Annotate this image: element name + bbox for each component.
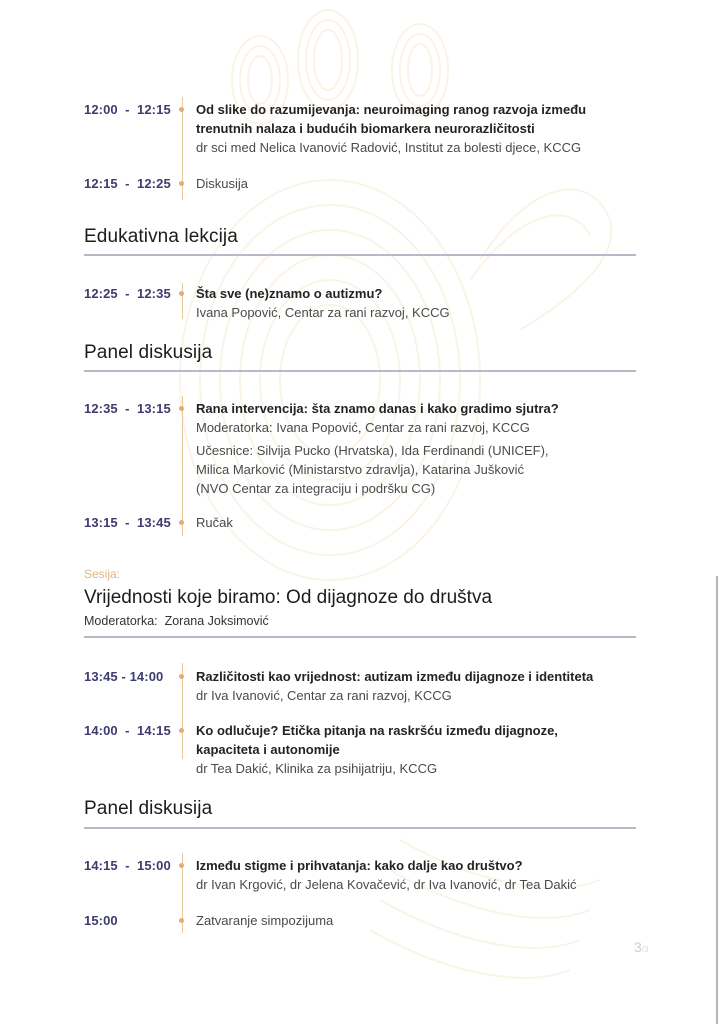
session-title: Vrijednosti koje biramo: Od dijagnoze do društva xyxy=(84,587,493,608)
section-heading: Panel diskusija xyxy=(84,798,213,819)
program-item xyxy=(84,174,636,193)
timeline-dot-icon xyxy=(179,291,184,296)
section-divider xyxy=(84,254,636,256)
timeline-dot-icon xyxy=(179,181,184,186)
item-time: 13:15 - 13:45 xyxy=(84,515,171,530)
item-time: 12:15 - 12:25 xyxy=(84,176,171,191)
item-time: 14:00 - 14:15 xyxy=(84,723,171,738)
item-time: 12:00 - 12:15 xyxy=(84,102,171,117)
timeline-dot-icon xyxy=(179,520,184,525)
item-time: 12:35 - 13:15 xyxy=(84,401,171,416)
section-heading: Panel diskusija xyxy=(84,342,213,363)
timeline-dot-icon xyxy=(179,406,184,411)
item-speaker: dr sci med Nelica Ivanović Radović, Institut za bolesti djece, KCCG xyxy=(196,140,582,155)
timeline-dot-icon xyxy=(179,728,184,733)
item-title: Između stigme i prihvatanja: kako dalje kao društvo? xyxy=(196,858,523,873)
timeline-dot-icon xyxy=(179,918,184,923)
program-item xyxy=(84,399,636,498)
program-item xyxy=(84,513,636,532)
item-moderator: Moderatorka: Ivana Popović, Centar za rani razvoj, KCCG xyxy=(196,420,530,435)
item-title: Od slike do razumijevanja: neuroimaging ranog razvoja između xyxy=(196,102,587,117)
session-label: Sesija: xyxy=(84,567,121,581)
item-speaker: dr Ivan Krgović, dr Jelena Kovačević, dr Iva Ivanović, dr Tea Dakić xyxy=(196,877,577,892)
item-participants: (NVO Centar za integraciju i podršku CG) xyxy=(196,481,436,496)
item-title: Različitosti kao vrijednost: autizam između dijagnoze i identiteta xyxy=(196,669,594,684)
timeline-dot-icon xyxy=(179,863,184,868)
item-title: Rana intervencija: šta znamo danas i kako gradimo sjutra? xyxy=(196,401,559,416)
item-title: trenutnih nalaza i budućih biomarkera neurorazličitosti xyxy=(196,121,535,136)
item-label: Diskusija xyxy=(196,176,249,191)
item-time: 13:45 - 14:00 xyxy=(84,669,164,684)
item-label: Ručak xyxy=(196,515,233,530)
item-time: 15:00 xyxy=(84,913,118,928)
section-divider xyxy=(84,827,636,829)
item-title: kapaciteta i autonomije xyxy=(196,742,340,757)
program-item xyxy=(84,667,636,705)
item-time: 14:15 - 15:00 xyxy=(84,858,171,873)
item-title: Ko odlučuje? Etička pitanja na raskršću između dijagnoze, xyxy=(196,723,558,738)
page-number-total: /3 xyxy=(641,945,649,954)
item-label: Zatvaranje simpozijuma xyxy=(196,913,334,928)
program-item xyxy=(84,911,636,930)
timeline-dot-icon xyxy=(179,107,184,112)
item-speaker: dr Tea Dakić, Klinika za psihijatriju, KCCG xyxy=(196,761,438,776)
program-item xyxy=(84,721,636,778)
page-number-current: 3 xyxy=(634,939,642,955)
program-item xyxy=(84,100,636,157)
section-divider xyxy=(84,636,636,638)
item-title: Šta sve (ne)znamo o autizmu? xyxy=(196,286,383,301)
timeline-dot-icon xyxy=(179,674,184,679)
item-participants: Milica Marković (Ministarstvo zdravlja), Katarina Jušković xyxy=(196,462,524,477)
item-participants: Učesnice: Silvija Pucko (Hrvatska), Ida Ferdinandi (UNICEF), xyxy=(196,443,549,458)
section-divider xyxy=(84,370,636,372)
program-item xyxy=(84,284,636,322)
item-speaker: dr Iva Ivanović, Centar za rani razvoj, KCCG xyxy=(196,688,452,703)
program-item xyxy=(84,856,636,894)
item-speaker: Ivana Popović, Centar za rani razvoj, KCCG xyxy=(196,305,450,320)
page-edge-line xyxy=(716,576,718,1024)
item-time: 12:25 - 12:35 xyxy=(84,286,171,301)
page-number xyxy=(634,939,648,955)
section-heading: Edukativna lekcija xyxy=(84,226,238,247)
session-moderator: Moderatorka: Zorana Joksimović xyxy=(84,614,269,628)
